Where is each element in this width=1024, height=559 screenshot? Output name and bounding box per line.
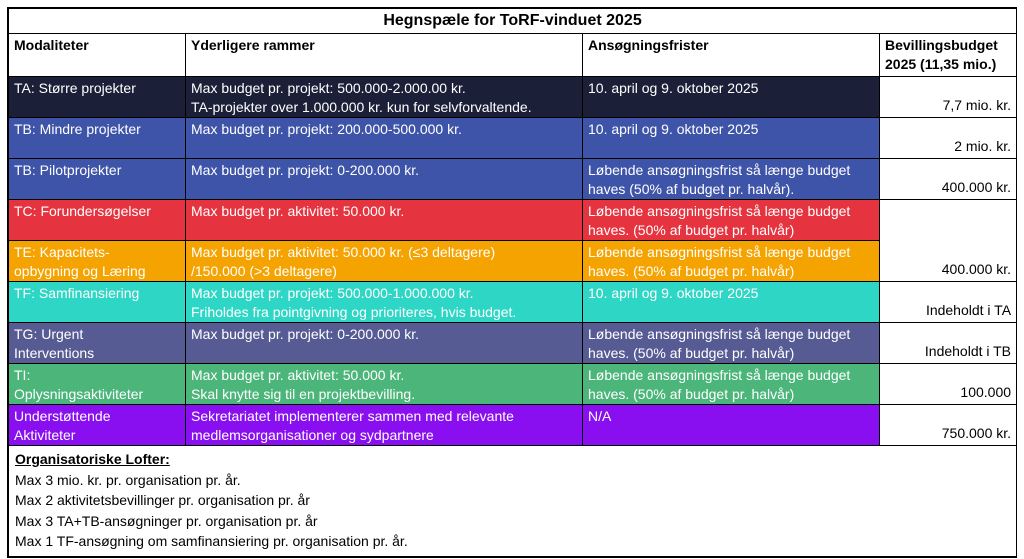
- frames-cell: [186, 118, 583, 159]
- modality-cell: [9, 200, 186, 241]
- deadline-cell: [583, 159, 880, 200]
- modality-cell: [9, 118, 186, 159]
- header-budget: [880, 34, 1017, 77]
- table-row: [9, 282, 1017, 323]
- table-title: Hegnspæle for ToRF-vinduet 2025: [9, 9, 1017, 34]
- frames-text: Max budget pr. projekt: 200.000-500.000 kr.: [191, 121, 462, 137]
- table-row: [9, 241, 1017, 282]
- deadline-text: Løbende ansøgningsfrist så længe budget: [588, 244, 851, 260]
- header-frames: Yderligere rammer: [186, 34, 583, 77]
- modality-text: TB: Pilotprojekter: [14, 162, 122, 178]
- table-row: [9, 77, 1017, 118]
- modality-text: TI:: [14, 367, 31, 383]
- modality-text: Aktiviteter: [14, 427, 76, 443]
- deadline-text: 10. april og 9. oktober 2025: [588, 121, 759, 137]
- frames-cell: [186, 159, 583, 200]
- frames-cell: [186, 282, 583, 323]
- deadline-text: Løbende ansøgningsfrist så længe budget: [588, 326, 851, 342]
- frames-text: Skal knytte sig til en projektbevilling.: [191, 386, 416, 402]
- modality-text: Oplysningsaktiviteter: [14, 386, 144, 402]
- modality-text: Understøttende: [14, 408, 111, 424]
- budget-cell: 2 mio. kr.: [880, 118, 1017, 159]
- header-budget-line1: Bevillingsbudget: [885, 37, 998, 53]
- deadline-cell: [583, 282, 880, 323]
- modality-cell: [9, 282, 186, 323]
- frames-text: medlemsorganisationer og sydpartnere: [191, 427, 434, 443]
- table-row: [9, 200, 1017, 241]
- frames-text: Sekretariatet implementerer sammen med relevante: [191, 408, 514, 424]
- deadline-text: haves. (50% af budget pr. halvår): [588, 263, 795, 279]
- modality-text: TA: Større projekter: [14, 80, 136, 96]
- funding-table: [8, 8, 1017, 557]
- frames-text: Max budget pr. aktivitet: 50.000 kr.: [191, 203, 405, 219]
- deadline-text: Løbende ansøgningsfrist så længe budget: [588, 367, 851, 383]
- deadline-cell: [583, 241, 880, 282]
- table-row: [9, 405, 1017, 446]
- budget-cell: 400.000 kr.: [880, 159, 1017, 200]
- modality-text: TF: Samfinansiering: [14, 285, 140, 301]
- deadline-text: N/A: [588, 408, 612, 424]
- header-deadlines: Ansøgningsfrister: [583, 34, 880, 77]
- header-modality: Modaliteter: [9, 34, 186, 77]
- table-row: [9, 118, 1017, 159]
- header-budget-line2: 2025 (11,35 mio.): [885, 56, 997, 72]
- modality-text: TB: Mindre projekter: [14, 121, 141, 137]
- frames-text: Max budget pr. projekt: 0-200.000 kr.: [191, 326, 420, 342]
- funding-table-container: [7, 7, 1017, 558]
- deadline-text: haves. (50% af budget pr. halvår): [588, 386, 795, 402]
- budget-cell: 750.000 kr.: [880, 405, 1017, 446]
- modality-text: Interventions: [14, 345, 95, 361]
- frames-cell: [186, 200, 583, 241]
- modality-cell: [9, 241, 186, 282]
- footer-title: Organisatoriske Lofter:: [15, 451, 170, 467]
- frames-text: Max budget pr. projekt: 500.000-1.000.000 kr.: [191, 285, 474, 301]
- deadline-cell: [583, 77, 880, 118]
- deadline-text: haves. (50% af budget pr. halvår): [588, 345, 795, 361]
- frames-text: /150.000 (>3 deltagere): [191, 263, 337, 279]
- modality-text: TE: Kapacitets-: [14, 244, 110, 260]
- frames-text: Max budget pr. projekt: 500.000-2.000.00 kr.: [191, 80, 466, 96]
- budget-cell: 100.000: [880, 364, 1017, 405]
- frames-cell: [186, 323, 583, 364]
- table-row: [9, 159, 1017, 200]
- footer-line: Max 1 TF-ansøgning om samfinansiering pr. organisation pr. år.: [15, 533, 408, 549]
- frames-text: Max budget pr. projekt: 0-200.000 kr.: [191, 162, 420, 178]
- deadline-cell: [583, 323, 880, 364]
- modality-text: opbygning og Læring: [14, 263, 146, 279]
- budget-cell: [880, 200, 1017, 241]
- footer-line: Max 3 mio. kr. pr. organisation pr. år.: [15, 471, 241, 488]
- organisational-limits: [9, 446, 1017, 557]
- frames-text: Max budget pr. aktivitet: 50.000 kr.: [191, 367, 405, 383]
- deadline-text: haves (50% af budget pr. halvår).: [588, 181, 795, 197]
- deadline-cell: [583, 405, 880, 446]
- header-row: [9, 34, 1017, 77]
- budget-cell: 7,7 mio. kr.: [880, 77, 1017, 118]
- budget-cell: 400.000 kr.: [880, 241, 1017, 282]
- deadline-cell: [583, 200, 880, 241]
- deadline-cell: [583, 364, 880, 405]
- modality-text: TC: Forundersøgelser: [14, 203, 151, 219]
- modality-cell: [9, 77, 186, 118]
- modality-cell: [9, 323, 186, 364]
- frames-cell: [186, 77, 583, 118]
- frames-text: Max budget pr. aktivitet: 50.000 kr. (≤3 deltagere): [191, 244, 496, 260]
- footer-line: Max 2 aktivitetsbevillinger pr. organisation pr. år: [15, 492, 310, 508]
- table-row: [9, 323, 1017, 364]
- modality-cell: [9, 159, 186, 200]
- modality-cell: [9, 364, 186, 405]
- table-row: [9, 364, 1017, 405]
- table-title-row: [9, 9, 1017, 34]
- deadline-text: 10. april og 9. oktober 2025: [588, 285, 759, 301]
- frames-text: TA-projekter over 1.000.000 kr. kun for selvforvaltende.: [191, 99, 532, 115]
- frames-cell: [186, 364, 583, 405]
- deadline-text: Løbende ansøgningsfrist så længe budget: [588, 203, 851, 219]
- footer-row: [9, 446, 1017, 557]
- frames-cell: [186, 241, 583, 282]
- deadline-text: haves. (50% af budget pr. halvår): [588, 222, 795, 238]
- budget-cell: Indeholdt i TB: [880, 323, 1017, 364]
- budget-cell: Indeholdt i TA: [880, 282, 1017, 323]
- modality-cell: [9, 405, 186, 446]
- frames-cell: [186, 405, 583, 446]
- deadline-text: 10. april og 9. oktober 2025: [588, 80, 759, 96]
- modality-text: TG: Urgent: [14, 326, 84, 342]
- deadline-cell: [583, 118, 880, 159]
- frames-text: Friholdes fra pointgivning og prioriteres, hvis budget.: [191, 304, 517, 320]
- footer-line: Max 3 TA+TB-ansøgninger pr. organisation pr. år: [15, 512, 318, 529]
- deadline-text: Løbende ansøgningsfrist så længe budget: [588, 162, 851, 178]
